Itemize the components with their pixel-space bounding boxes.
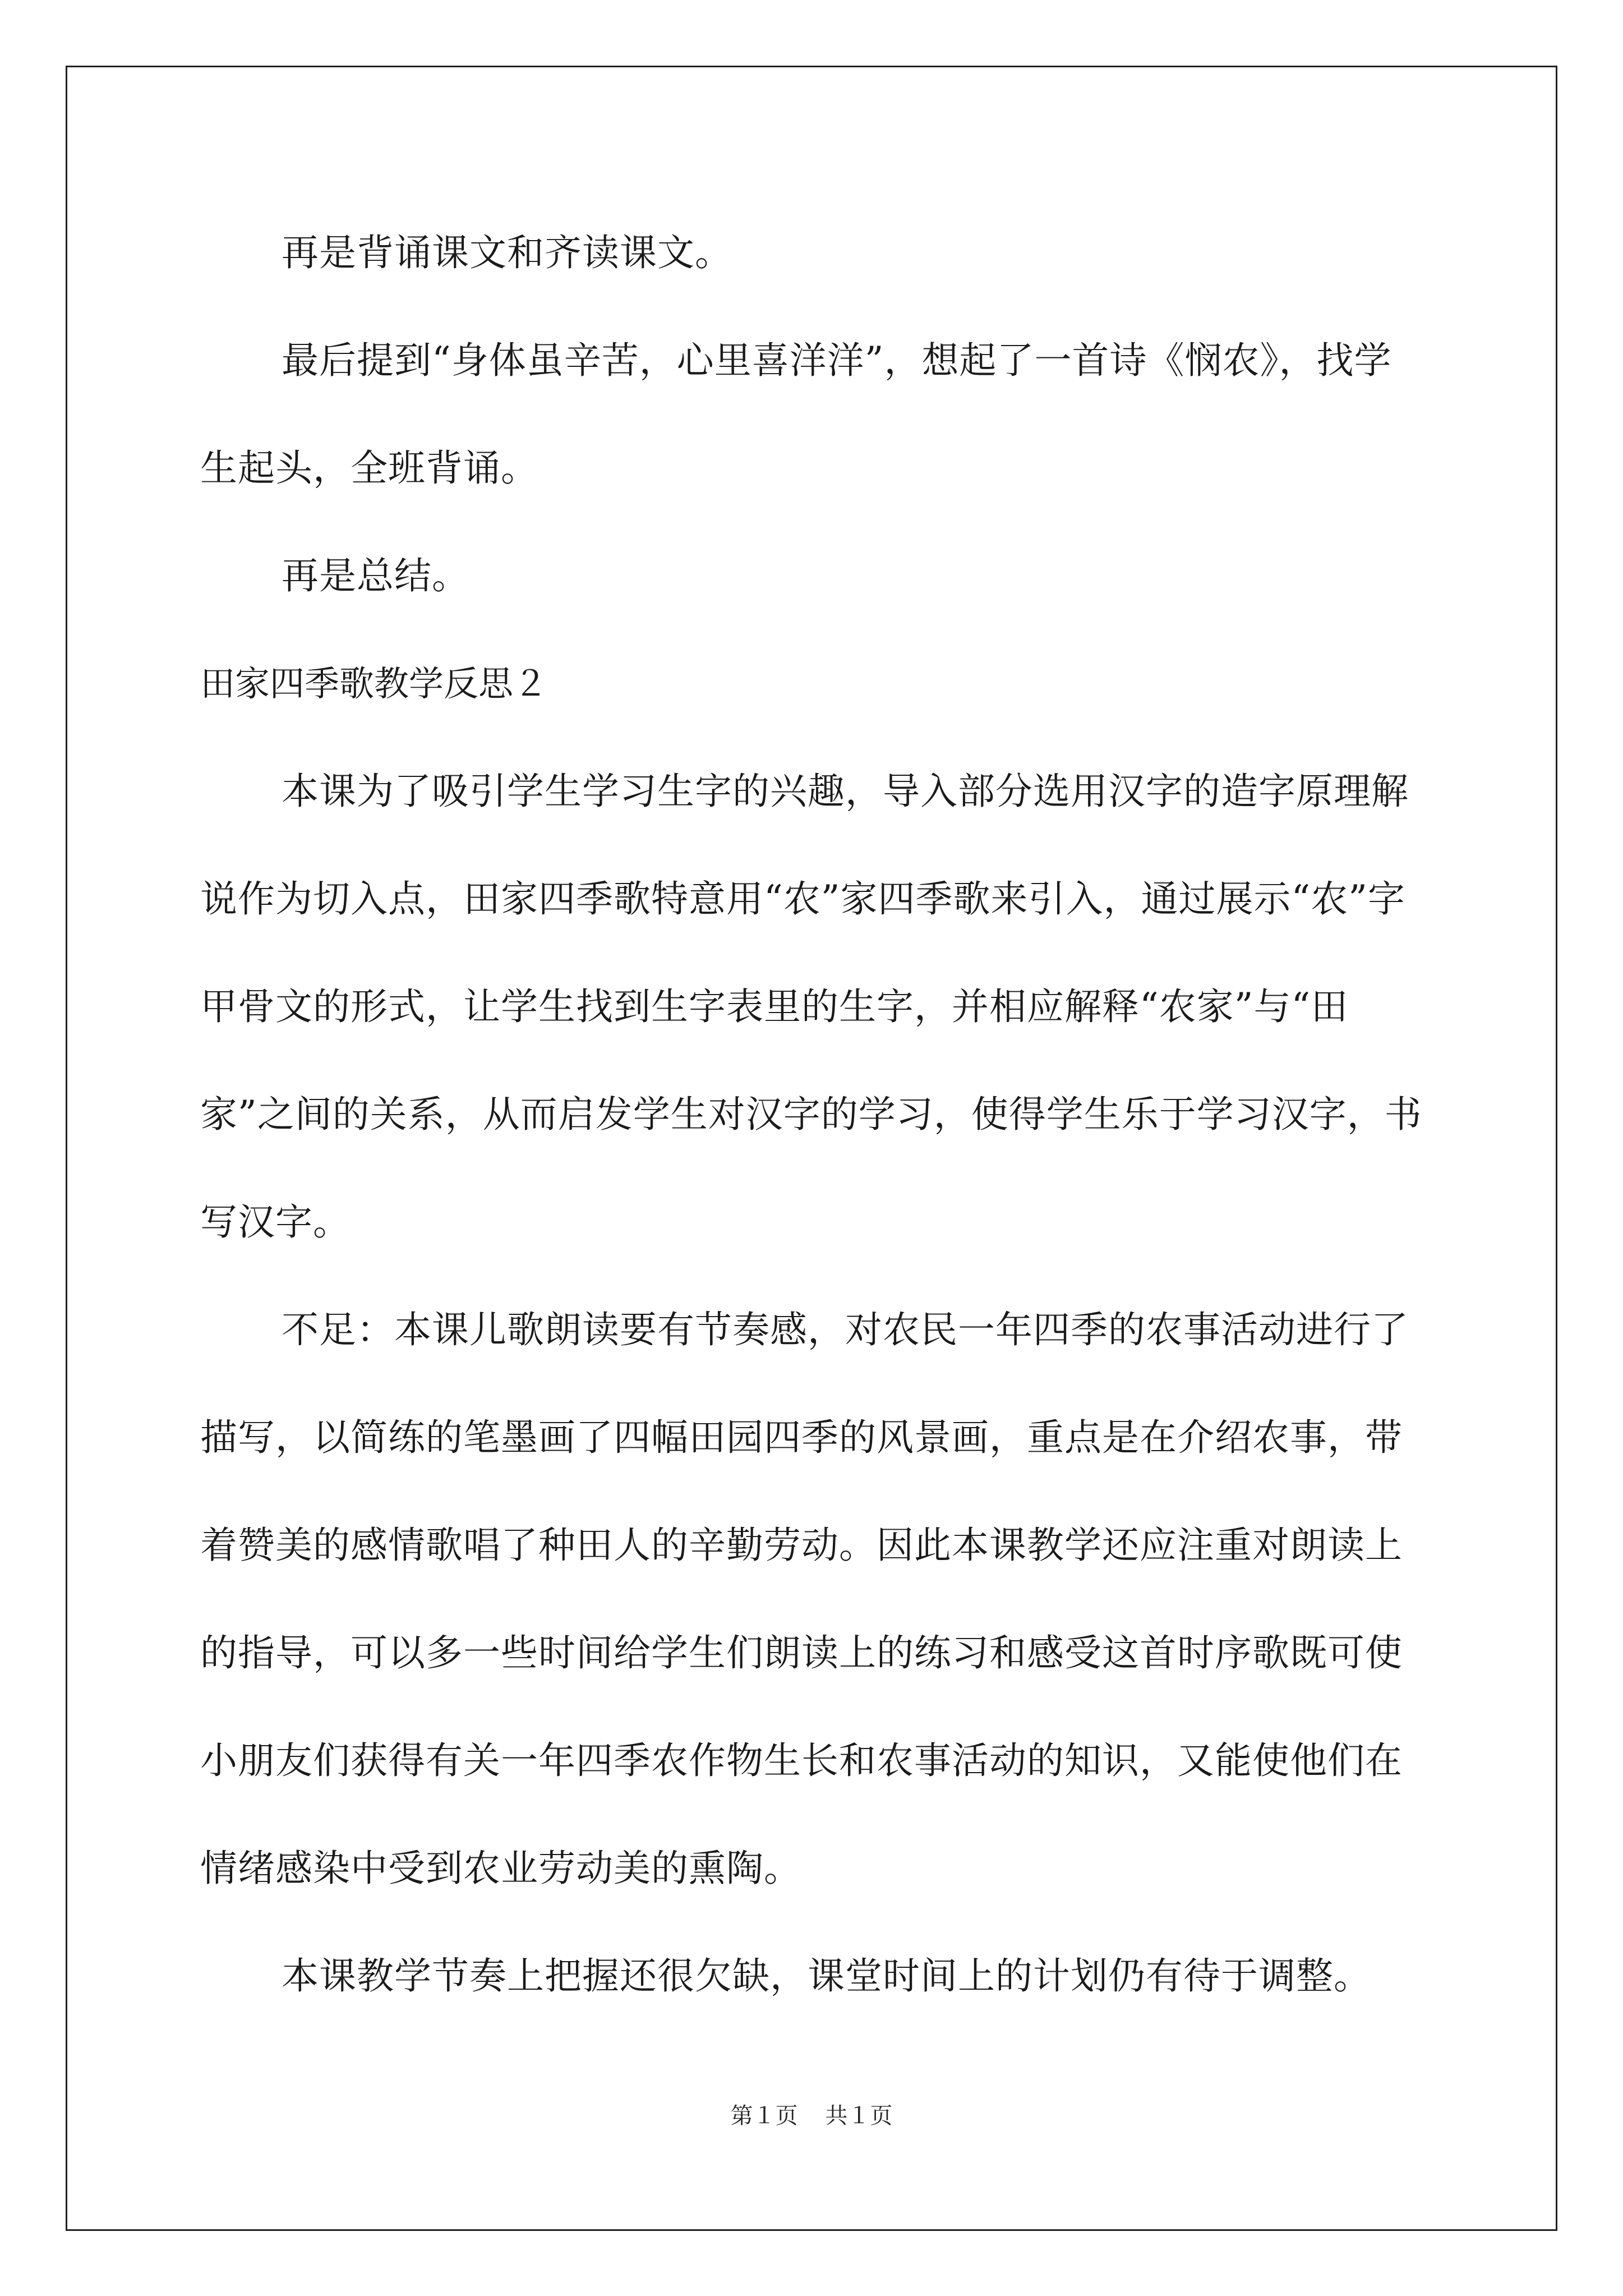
- document-body: [200, 199, 1423, 2030]
- paragraph-shortcomings: 不足：本课儿歌朗读要有节奏感，对农民一年四季的农事活动进行了描写，以简练的笔墨画了四幅田园四季的风景画，重点是在介绍农事，带着赞美的感情歌唱了种田人的辛勤劳动。因此本课教学还应注重对朗读上的指导，可以多一些时间给学生们朗读上的练习和感受这首时序歌既可使小朋友们获得有关一年四季农作物生长和农事活动的知识，又能使他们在情绪感染中受到农业劳动美的熏陶。: [200, 1308, 1409, 1890]
- page-total: 共１页: [825, 2103, 893, 2129]
- paragraph-summary: 再是总结。: [282, 554, 469, 597]
- paragraph-poem: 最后提到“身体虽辛苦，心里喜洋洋”，想起了一首诗《悯农》，找学生起头，全班背诵。: [200, 339, 1392, 490]
- page-number: 第１页: [730, 2103, 798, 2129]
- paragraph-intro: 本课为了吸引学生学习生字的兴趣，导入部分选用汉字的造字原理解说作为切入点，田家四季歌特意用“农”家四季歌来引入，通过展示“农”字甲骨文的形式，让学生找到生字表里的生字，并相应解释“农家”与“田家”之间的关系，从而启发学生对汉字的学习，使得学生乐于学习汉字，书写汉字。: [200, 770, 1422, 1244]
- paragraph-rhythm: 本课教学节奏上把握还很欠缺，课堂时间上的计划仍有待于调整。: [282, 1954, 1371, 1998]
- section-heading: 田家四季歌教学反思２: [200, 663, 548, 704]
- paragraph-recite: 再是背诵课文和齐读课文。: [282, 231, 732, 274]
- page-footer: [0, 2098, 1623, 2130]
